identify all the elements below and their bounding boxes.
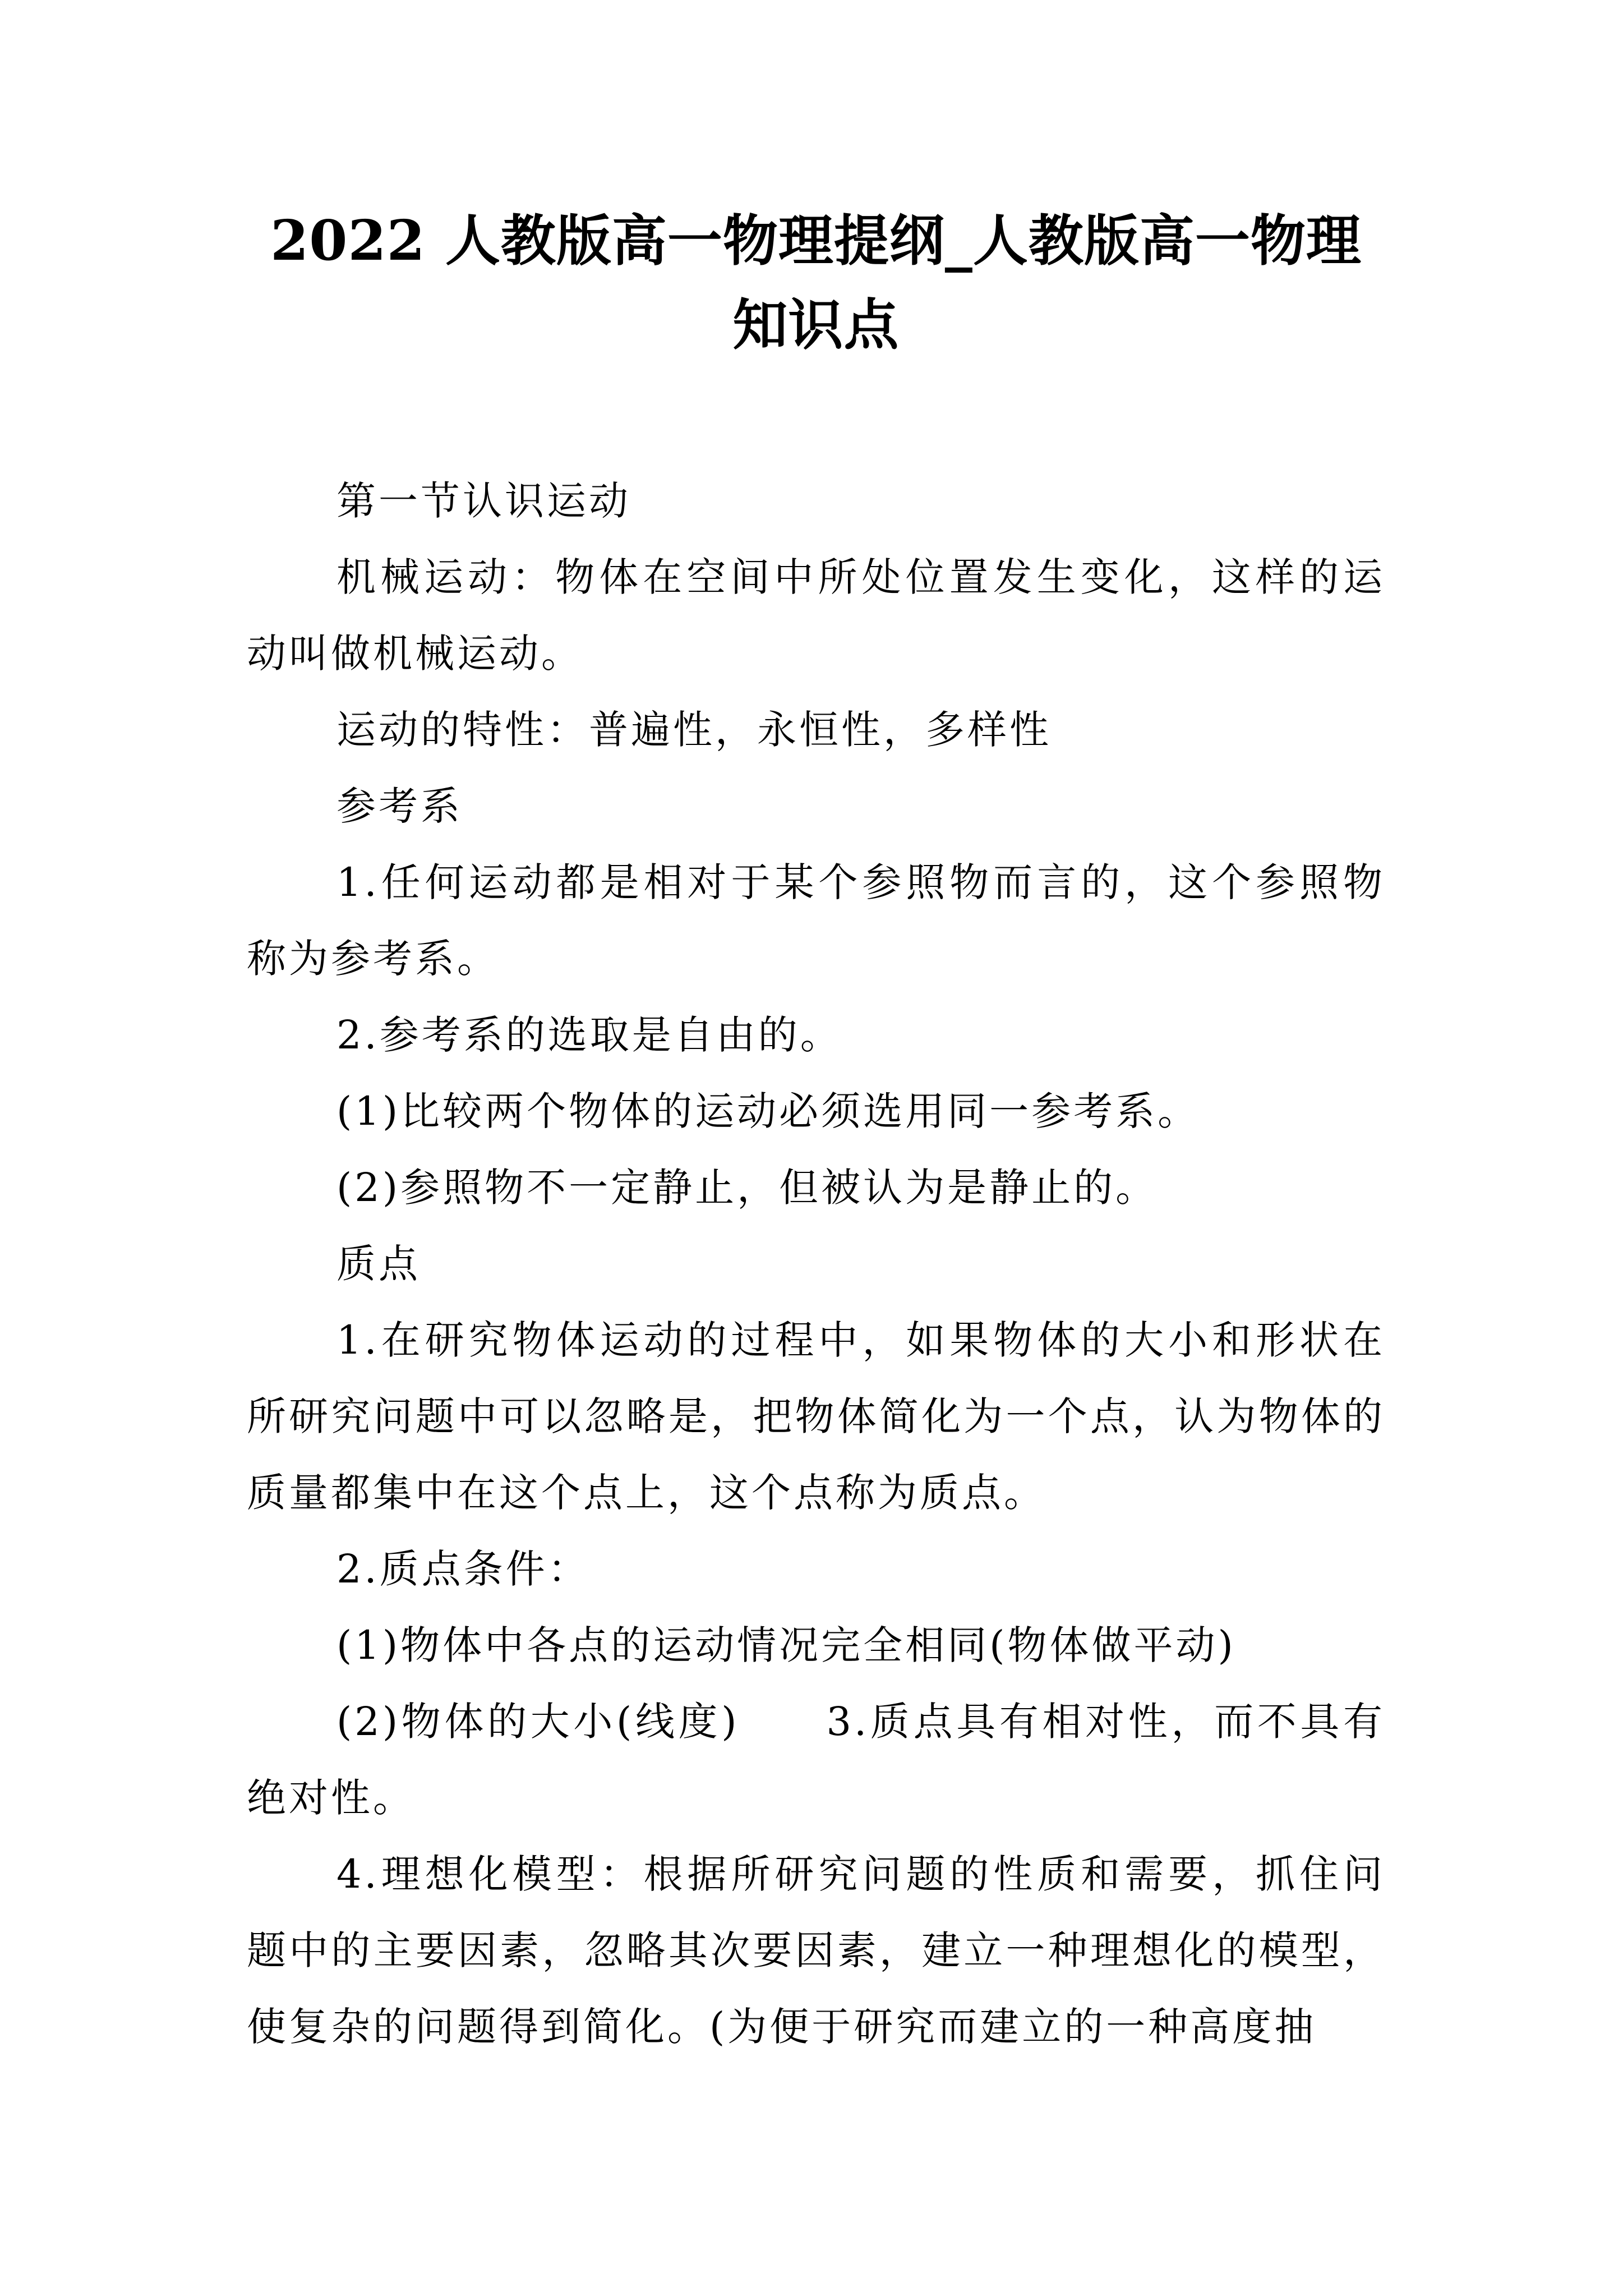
subsection-heading: 参考系 [336,783,463,829]
section-heading: 第一节认识运动 [336,478,631,524]
paragraph: 4.理想化模型：根据所研究问题的性质和需要，抓住问题中的主要因素，忽略其次要因素，建立一种理想化的模型，使复杂的问题得到简化。(为便于研究而建立的一种高度抽 [247,1851,1385,2050]
paragraph: 运动的特性：普遍性，永恒性，多样性 [336,707,1052,753]
document-title: 2022 人教版高一物理提纲_人教版高一物理知识点 [270,209,1362,357]
paragraph: (1)比较两个物体的运动必须选用同一参考系。 [336,1088,1200,1134]
paragraph: (2)物体的大小(线度) 3.质点具有相对性，而不具有绝对性。 [247,1699,1385,1821]
paragraph: 2.参考系的选取是自由的。 [336,1012,842,1058]
paragraph: (1)物体中各点的运动情况完全相同(物体做平动) [336,1622,1236,1668]
subsection-heading: 质点 [336,1241,421,1287]
paragraph: 1.在研究物体运动的过程中，如果物体的大小和形状在所研究问题中可以忽略是，把物体简化为一个点，认为物体的质量都集中在这个点上，这个点称为质点。 [247,1317,1385,1516]
paragraph: (2)参照物不一定静止，但被认为是静止的。 [336,1165,1158,1211]
paragraph: 2.质点条件： [336,1546,590,1592]
paragraph: 机械运动：物体在空间中所处位置发生变化，这样的运动叫做机械运动。 [247,554,1385,677]
paragraph: 1.任何运动都是相对于某个参照物而言的，这个参照物称为参考系。 [247,859,1385,982]
document-body [247,463,1385,2065]
